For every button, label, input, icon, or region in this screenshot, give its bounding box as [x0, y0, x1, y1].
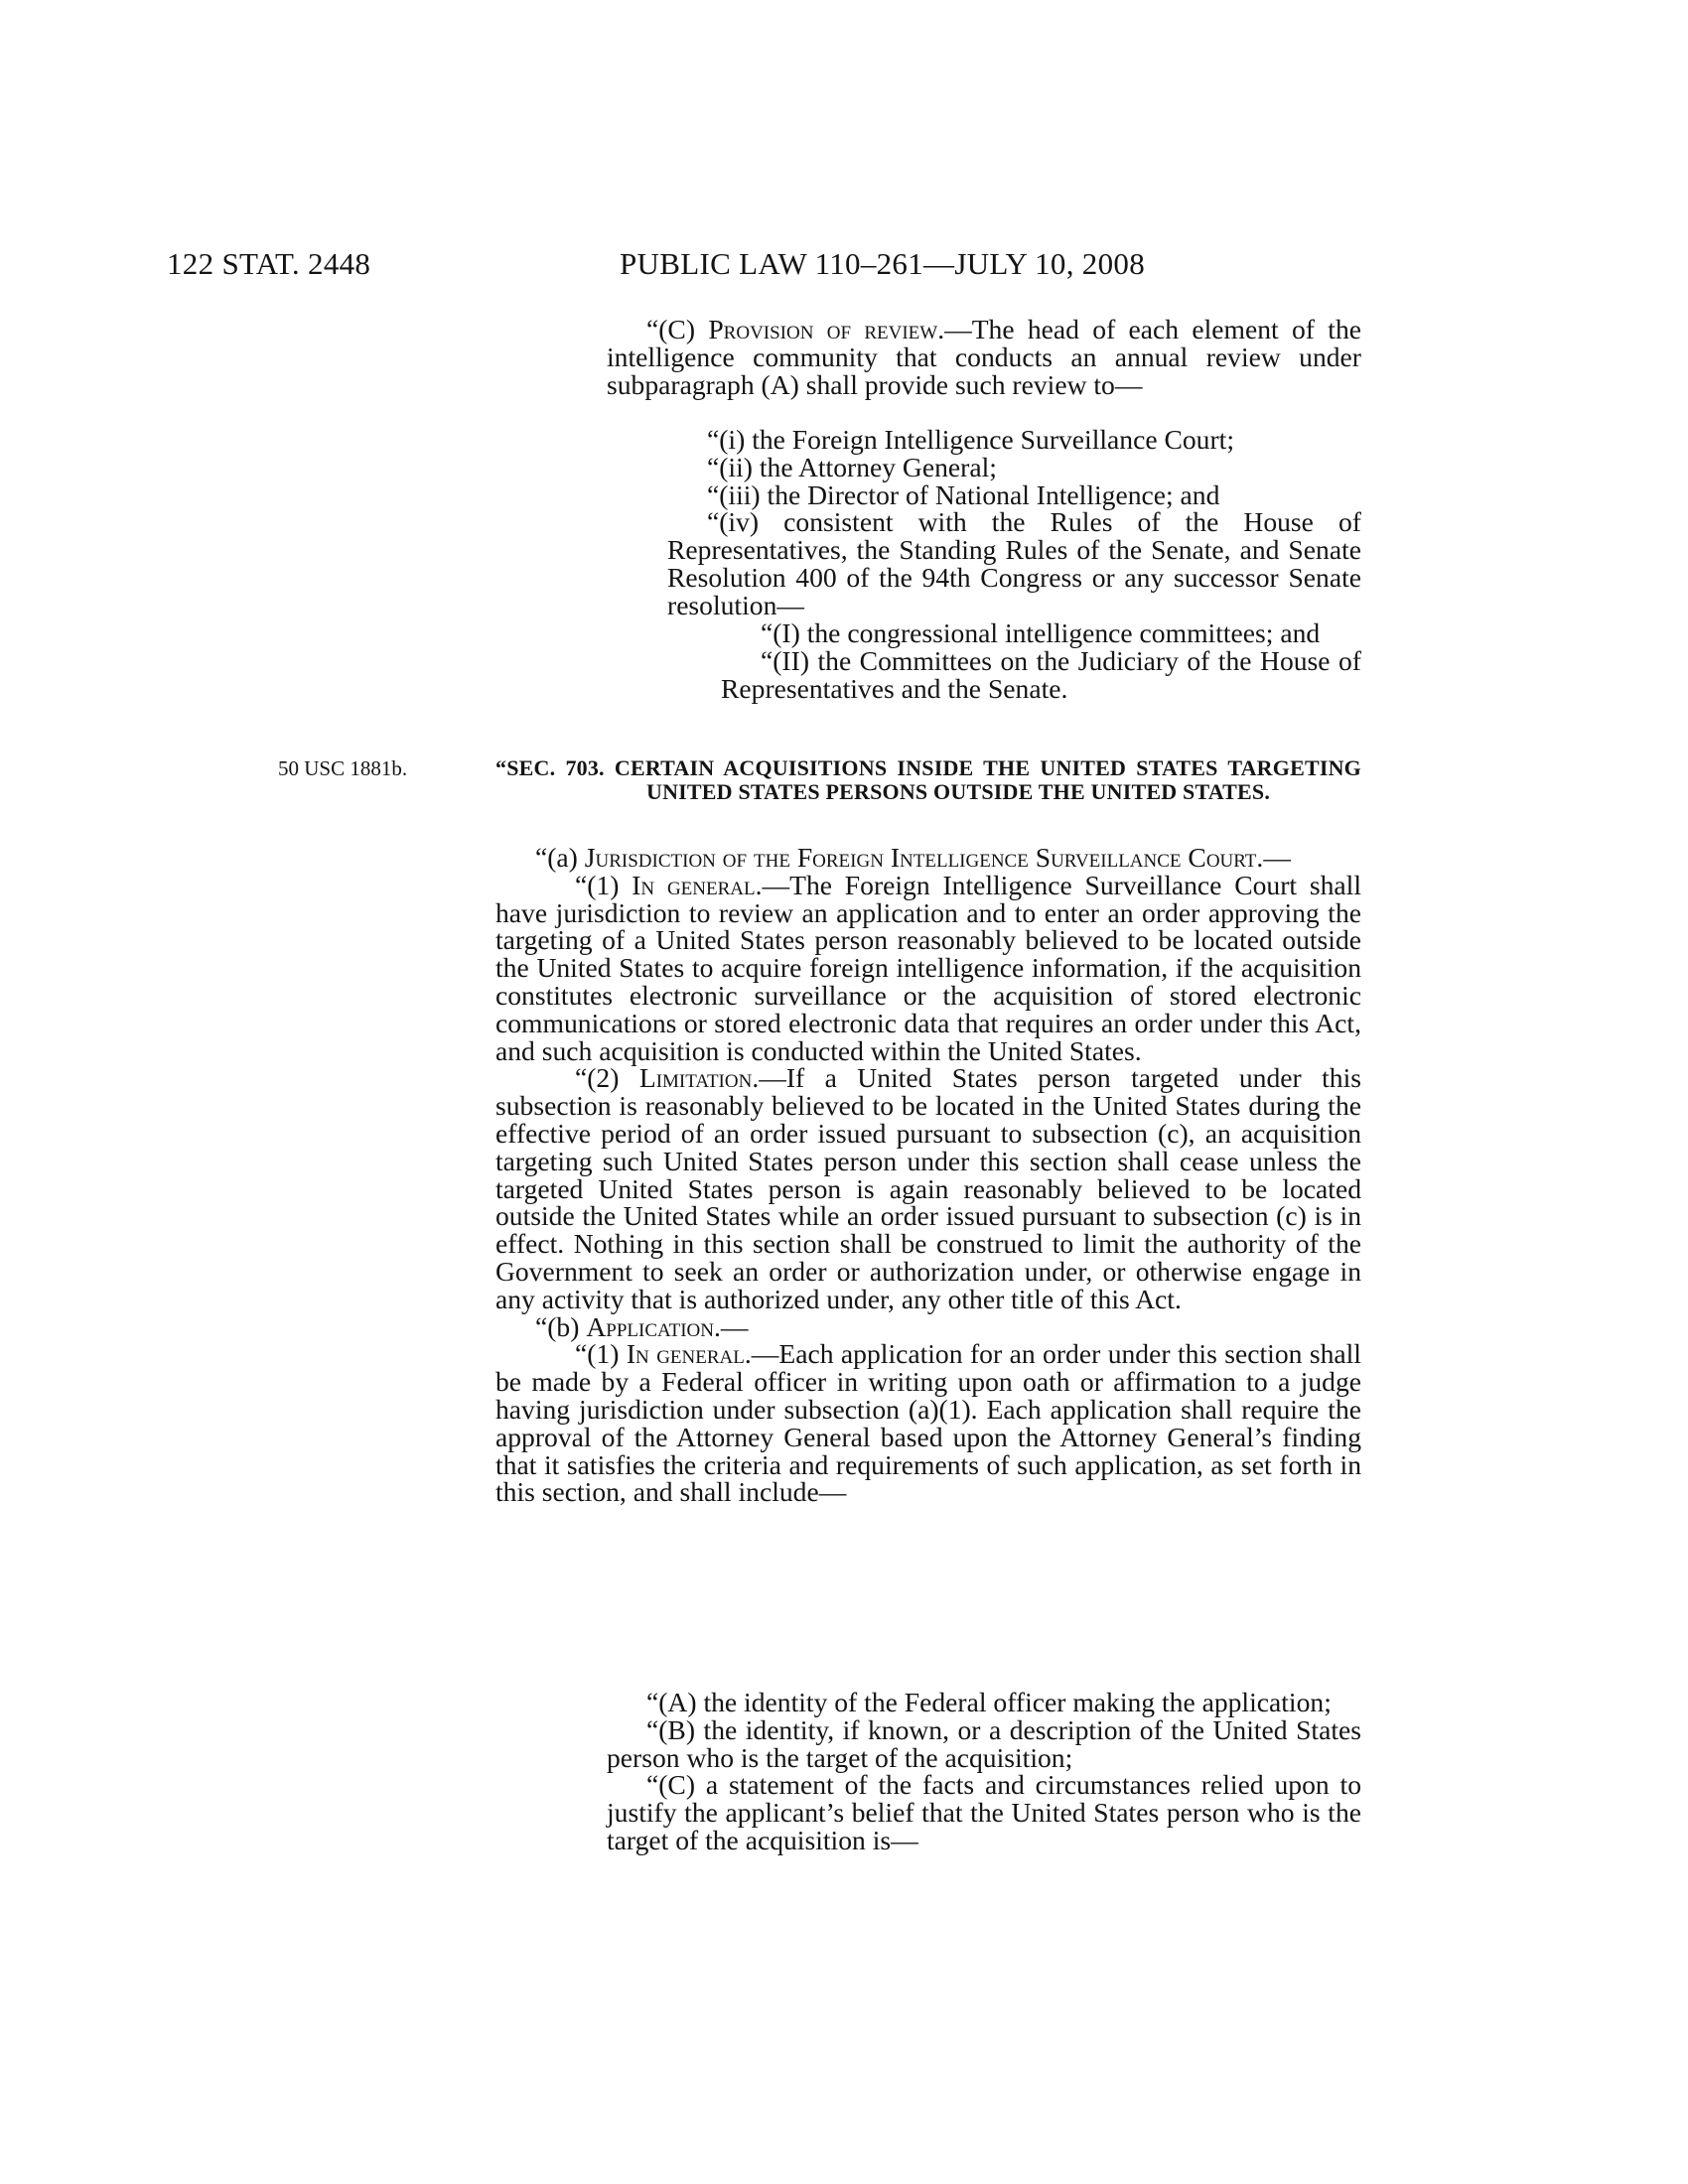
committee-list [721, 619, 1361, 702]
list-item-C: “(C) a statement of the facts and circumstances relied upon to justify the applicant’s belief that the United States person who is the target of the acquisition is— [607, 1769, 1361, 1855]
page-number: 122 STAT. 2448 [167, 246, 371, 281]
margin-citation: 50 USC 1881b. [278, 756, 408, 780]
list-item-iii: “(iii) the Director of National Intelligence; and [707, 478, 1220, 510]
provision-of-review-caption: Provision of review [708, 314, 938, 344]
review-recipient-list [667, 426, 1361, 619]
section-heading: “SEC. 703. CERTAIN ACQUISITIONS INSIDE THE UNITED STATES TARGETING UNITED STATES PERSONS OUTSIDE THE UNITED STATES. [495, 755, 1361, 804]
list-item-i: “(i) the Foreign Intelligence Surveillance Court; [707, 424, 1235, 455]
list-item-ii: “(ii) the Attorney General; [707, 451, 997, 482]
list-item-A: “(A) the identity of the Federal officer making the application; [646, 1687, 1332, 1717]
running-title: PUBLIC LAW 110–261—JULY 10, 2008 [620, 246, 1146, 281]
section-body [495, 844, 1361, 1506]
subsection-b-1: “(1) In general.—Each application for an order under this section shall be made by a Federal officer in writing upon oath or affirmation to a judge having jurisdiction under subsection (a)(1). Each application shall require the approval of the Attorney General based upon the Attorney General’s finding that it satisfies the criteria and requirements of such application, as set forth in this section, and shall include— [495, 1338, 1361, 1508]
subsection-a-1: “(1) In general.—The Foreign Intelligence Surveillance Court shall have jurisdiction to review an application and to enter an order approving the targeting of a United States person reasonably believed to be located outside the United States to acquire foreign intelligence information, if the acquisition constitutes electronic surveillance or the acquisition of stored electronic communications or stored electronic data that requires an order under this Act, and such acquisition is conducted within the United States. [495, 869, 1361, 1066]
subsection-b-heading: “(b) Application.— [535, 1310, 749, 1342]
list-item-B: “(B) the identity, if known, or a description of the United States person who is the target of the acquisition; [607, 1713, 1361, 1773]
list-item-iv: “(iv) consistent with the Rules of the House of Representatives, the Standing Rules of the Senate, and Senate Resolution 400 of the 94th Congress or any successor Senate resolution— [667, 506, 1361, 620]
list-item-II: “(II) the Committees on the Judiciary of the House of Representatives and the Senate. [721, 644, 1361, 704]
subsection-a-heading: “(a) Jurisdiction of the Foreign Intelligence Surveillance Court.— [535, 842, 1291, 873]
provision-of-review-paragraph: “(C) Provision of review.—The head of each element of the intelligence community that conducts an annual review under subparagraph (A) shall provide such review to— [607, 314, 1361, 400]
application-contents-list [607, 1689, 1361, 1854]
list-item-I: “(I) the congressional intelligence committees; and [761, 617, 1321, 648]
subsection-a-2: “(2) Limitation.—If a United States person targeted under this subsection is reasonably believed to be located in the United States during the effective period of an order issued pursuant to subsection (c), an acquisition targeting such United States person under this section shall cease unless the targeted United States person is again reasonably believed to be located outside the United States while an order issued pursuant to subsection (c) is in effect. Nothing in this section shall be construed to limit the authority of the Government to seek an order or authorization under, or otherwise engage in any activity that is authorized under, any other title of this Act. [495, 1062, 1361, 1314]
